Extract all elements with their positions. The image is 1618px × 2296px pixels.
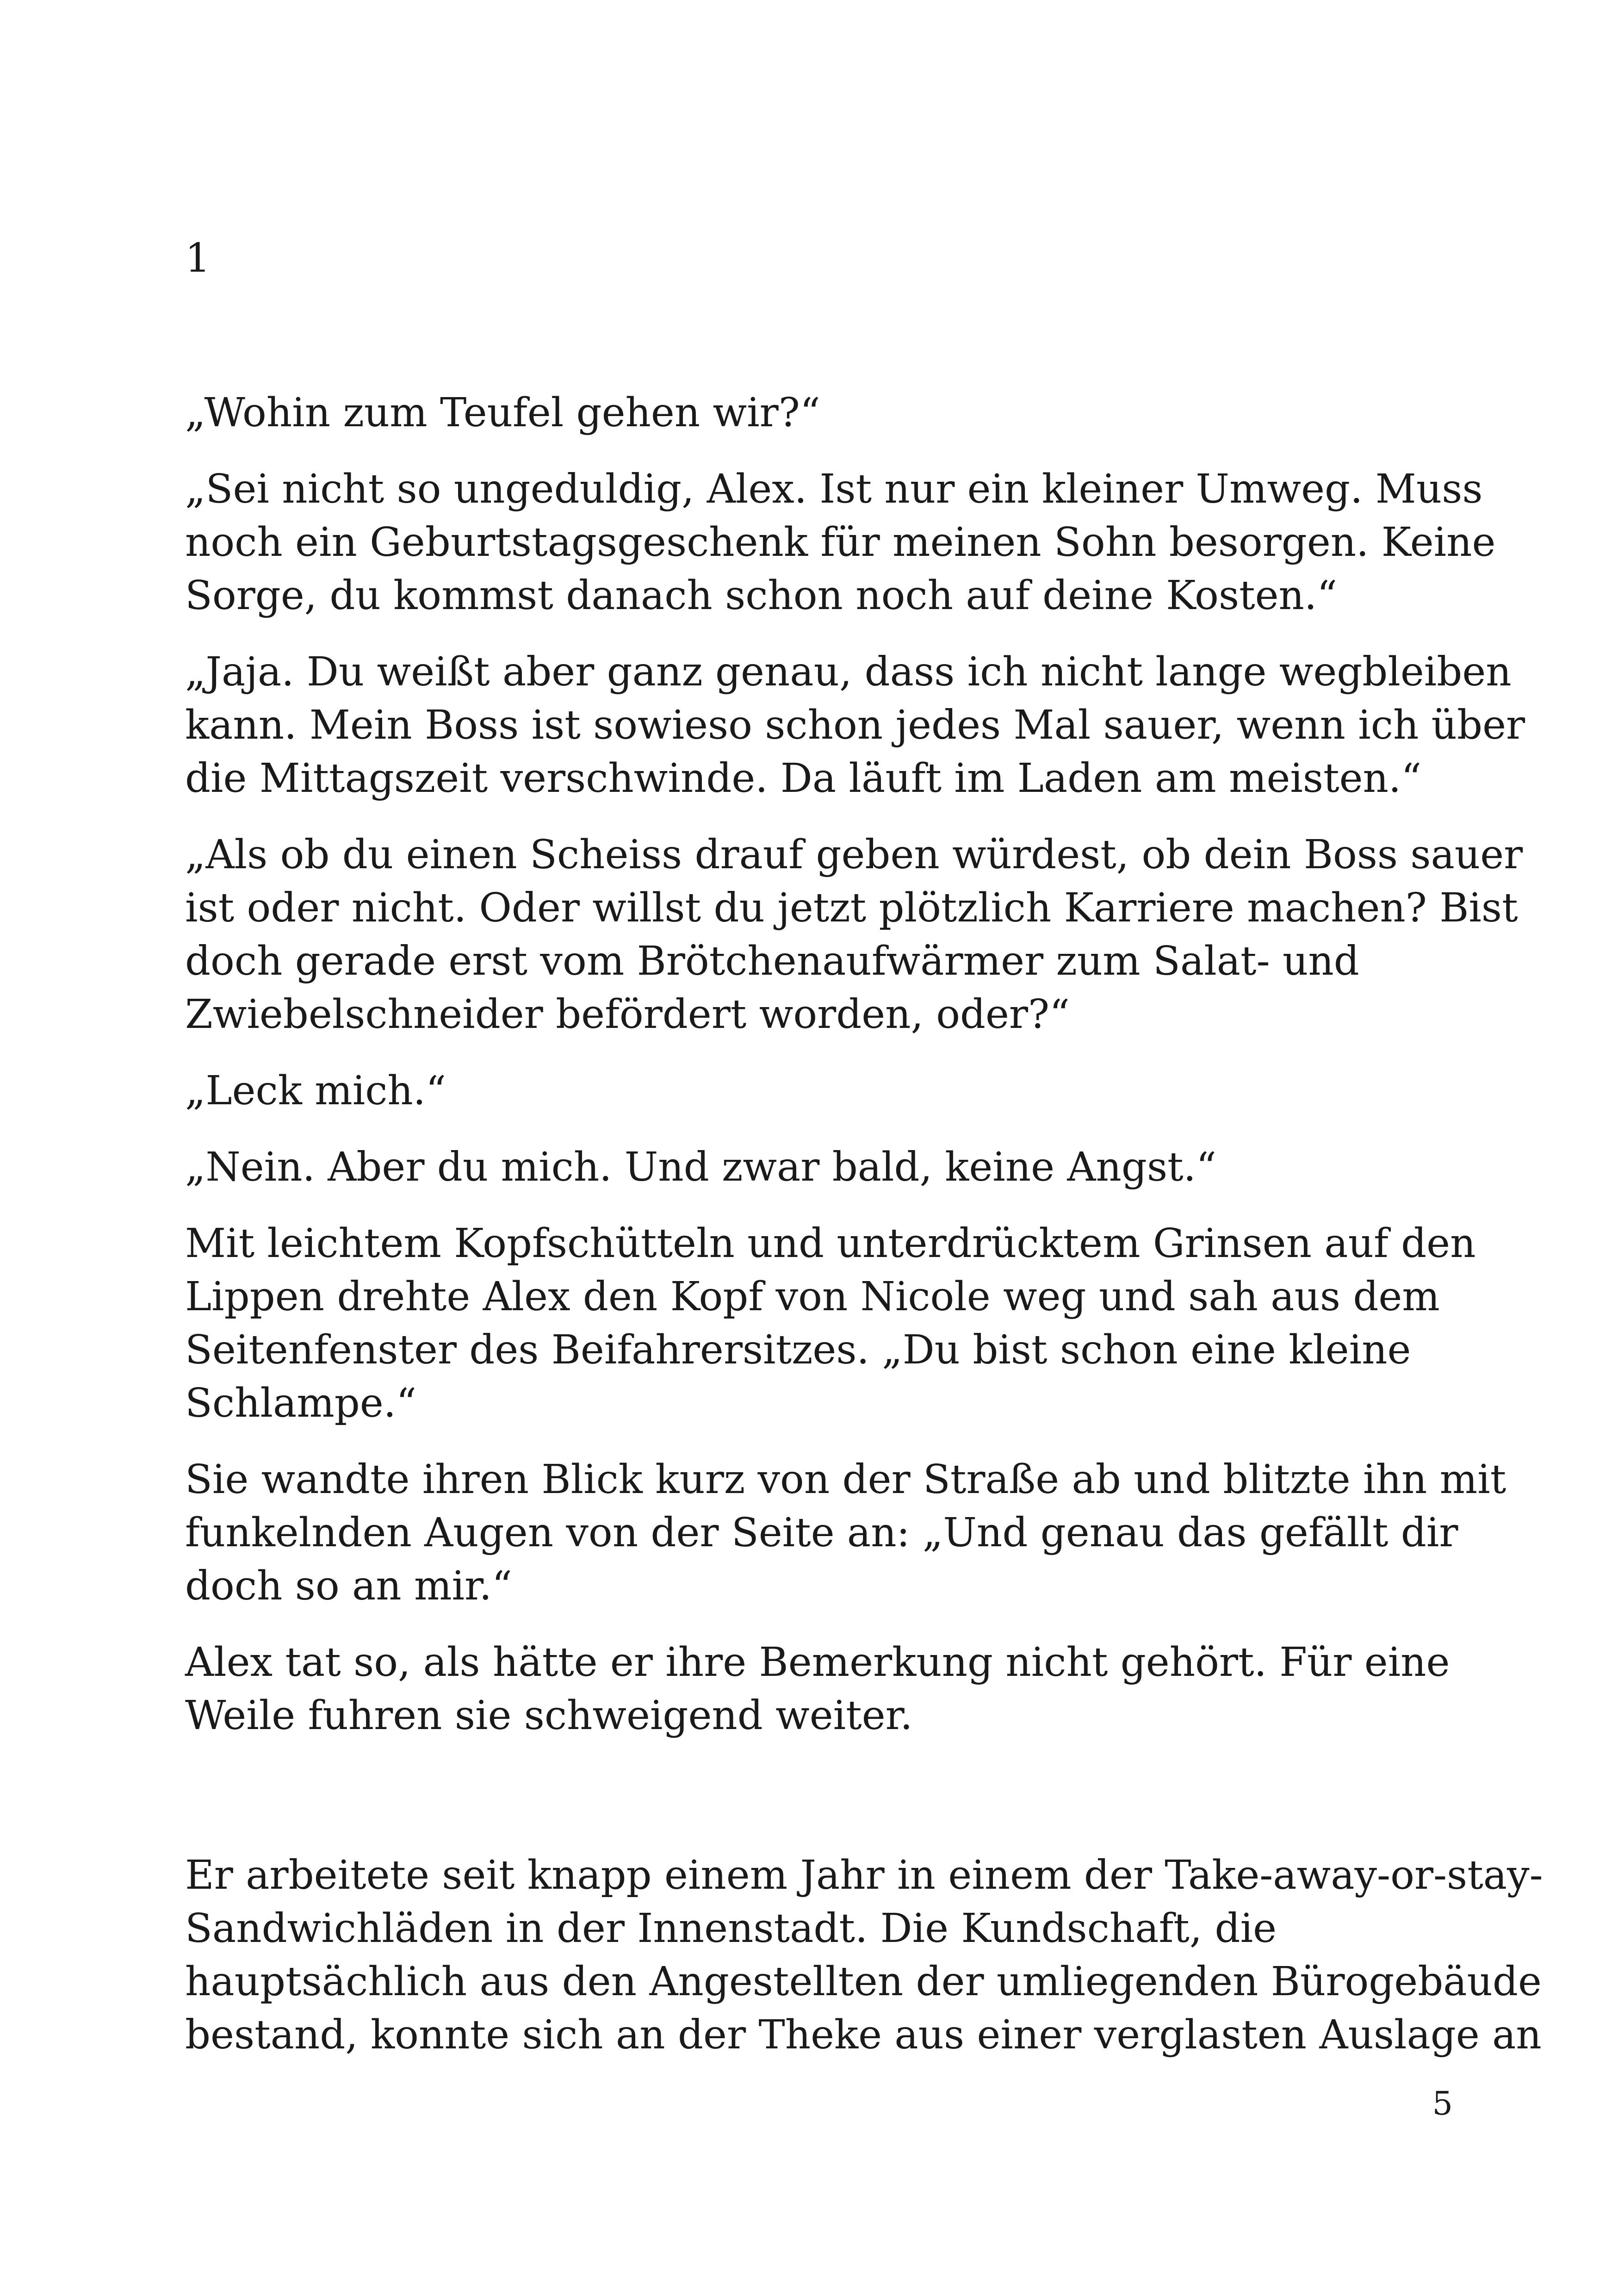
- text-line: „Als ob du einen Scheiss drauf geben würdest, ob dein Boss sauer: [185, 832, 1523, 878]
- body-text: [185, 386, 1543, 2085]
- text-line: Er arbeitete seit knapp einem Jahr in einem der Take-away-or-stay-: [185, 1852, 1543, 1898]
- paragraph: [185, 386, 1444, 440]
- text-line: kann. Mein Boss ist sowieso schon jedes Mal sauer, wenn ich über: [185, 702, 1525, 748]
- paragraph: [185, 828, 1523, 1041]
- text-line: die Mittagszeit verschwinde. Da läuft im Laden am meisten.“: [185, 755, 1422, 802]
- section-break: [185, 1766, 1444, 1849]
- text-line: Mit leichtem Kopfschütteln und unterdrücktem Grinsen auf den: [185, 1220, 1476, 1267]
- text-line: Seitenfenster des Beifahrersitzes. „Du bist schon eine kleine: [185, 1327, 1411, 1373]
- text-line: Weile fuhren sie schweigend weiter.: [185, 1692, 913, 1739]
- text-line: Sandwichläden in der Innenstadt. Die Kundschaft, die: [185, 1905, 1277, 1952]
- text-line: Alex tat so, als hätte er ihre Bemerkung nicht gehört. Für eine: [185, 1639, 1450, 1686]
- text-line: bestand, konnte sich an der Theke aus einer verglasten Auslage an: [185, 2012, 1542, 2058]
- paragraph: [185, 1636, 1450, 1742]
- text-line: funkelnden Augen von der Seite an: „Und genau das gefällt dir: [185, 1510, 1458, 1556]
- text-line: „Nein. Aber du mich. Und zwar bald, keine Angst.“: [185, 1144, 1216, 1190]
- text-line: Sorge, du kommst danach schon noch auf deine Kosten.“: [185, 572, 1338, 619]
- paragraph: [185, 1064, 1444, 1118]
- text-line: „Leck mich.“: [185, 1068, 446, 1114]
- text-line: ist oder nicht. Oder willst du jetzt plötzlich Karriere machen? Bist: [185, 885, 1518, 931]
- text-line: Schlampe.“: [185, 1380, 417, 1426]
- text-line: doch gerade erst vom Brötchenaufwärmer zum Salat- und: [185, 938, 1359, 984]
- text-line: „Jaja. Du weißt aber ganz genau, dass ich nicht lange wegbleiben: [185, 649, 1512, 695]
- text-line: Lippen drehte Alex den Kopf von Nicole weg und sah aus dem: [185, 1274, 1440, 1320]
- page-number: 5: [1432, 2084, 1453, 2122]
- paragraph: [185, 463, 1496, 622]
- text-line: Sie wandte ihren Blick kurz von der Straße ab und blitzte ihn mit: [185, 1456, 1506, 1503]
- text-line: „Wohin zum Teufel gehen wir?“: [185, 390, 820, 436]
- paragraph: [185, 646, 1525, 805]
- chapter-number: 1: [185, 235, 211, 281]
- text-line: doch so an mir.“: [185, 1563, 512, 1609]
- text-line: hauptsächlich aus den Angestellten der umliegenden Bürogebäude: [185, 1959, 1542, 2005]
- paragraph: [185, 1849, 1543, 2062]
- text-line: noch ein Geburtstagsgeschenk für meinen Sohn besorgen. Keine: [185, 519, 1496, 566]
- paragraph: [185, 1217, 1476, 1430]
- text-line: Zwiebelschneider befördert worden, oder?“: [185, 991, 1070, 1038]
- paragraph: [185, 1453, 1506, 1613]
- text-line: „Sei nicht so ungeduldig, Alex. Ist nur ein kleiner Umweg. Muss: [185, 466, 1483, 512]
- paragraph: [185, 1141, 1444, 1194]
